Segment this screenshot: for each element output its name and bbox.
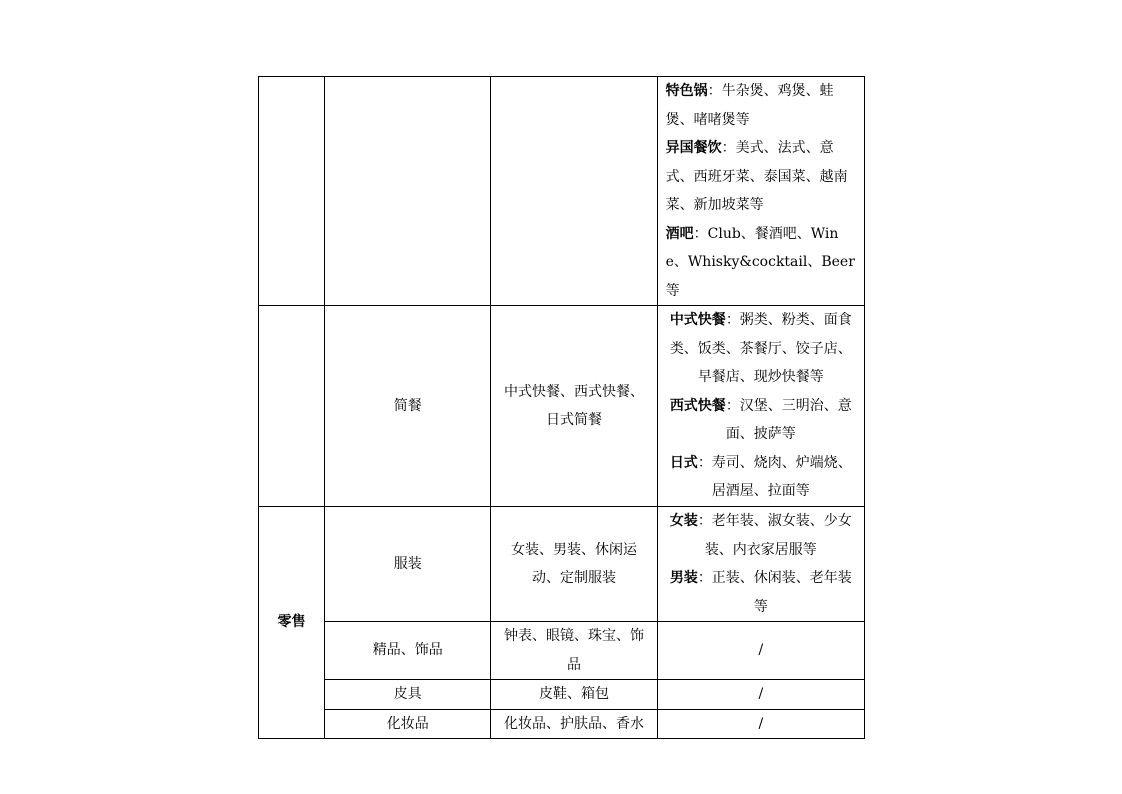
table-row (259, 306, 865, 507)
detail-text: ：粥类、粉类、面食类、饭类、茶餐厅、饺子店、早餐店、现炒快餐等 (669, 312, 852, 386)
detail-item (664, 449, 858, 506)
detail-text: ：美式、法式、意式、西班牙菜、泰国菜、越南菜、新加坡菜等 (665, 140, 848, 213)
detail-text: ：正装、休闲装、老年装等 (697, 570, 852, 615)
detail-item (664, 507, 858, 564)
detail-cell: / (657, 622, 864, 680)
detail-item (666, 134, 858, 220)
detail-text: ：寿司、烧肉、炉端烧、居酒屋、拉面等 (697, 454, 852, 500)
table-cell (657, 77, 864, 306)
types-cell: 钟表、眼镜、珠宝、饰品 (491, 622, 657, 680)
types-cell: 化妆品、护肤品、香水 (491, 709, 657, 739)
detail-label: 特色锅 (665, 83, 708, 99)
types-cell: 女装、男装、休闲运动、定制服装 (491, 507, 657, 622)
detail-cell: / (657, 680, 864, 710)
types-cell: 中式快餐、西式快餐、日式简餐 (491, 306, 657, 507)
category-cell: 服装 (325, 507, 491, 622)
detail-label: 日式 (669, 454, 698, 471)
category-cell: 精品、饰品 (325, 622, 491, 680)
detail-label: 西式快餐 (669, 397, 726, 414)
table-row (259, 622, 865, 680)
detail-label: 中式快餐 (669, 312, 726, 329)
table-cell (325, 77, 491, 306)
table-cell (657, 507, 864, 622)
detail-item (664, 306, 858, 392)
detail-item (664, 564, 858, 621)
table-row (259, 680, 865, 710)
category-cell: 皮具 (325, 680, 491, 710)
table-row (259, 507, 865, 622)
table-row (259, 709, 865, 739)
table-cell (657, 306, 864, 507)
detail-text: ：汉堡、三明治、意面、披萨等 (725, 397, 852, 443)
retail-cell: 零售 (259, 507, 325, 739)
types-cell: 皮鞋、箱包 (491, 680, 657, 710)
category-cell: 简餐 (325, 306, 491, 507)
detail-text: ：Club、餐酒吧、Wine、Whisky&cocktail、Beer等 (665, 225, 855, 299)
table-cell (259, 306, 325, 507)
detail-label: 异国餐饮 (665, 140, 722, 156)
table-cell (259, 77, 325, 306)
detail-item (666, 220, 858, 306)
detail-item (664, 392, 858, 449)
category-table (258, 76, 865, 739)
detail-cell: / (657, 709, 864, 739)
detail-label: 男装 (669, 570, 698, 586)
detail-text: ：老年装、淑女装、少女装、内衣家居服等 (697, 513, 852, 558)
detail-item (666, 77, 858, 134)
table-row (259, 77, 865, 306)
detail-text: ：牛杂煲、鸡煲、蛙煲、啫啫煲等 (665, 83, 834, 128)
detail-label: 酒吧 (665, 225, 694, 242)
table-cell (491, 77, 657, 306)
detail-label: 女装 (669, 513, 698, 529)
category-cell: 化妆品 (325, 709, 491, 739)
